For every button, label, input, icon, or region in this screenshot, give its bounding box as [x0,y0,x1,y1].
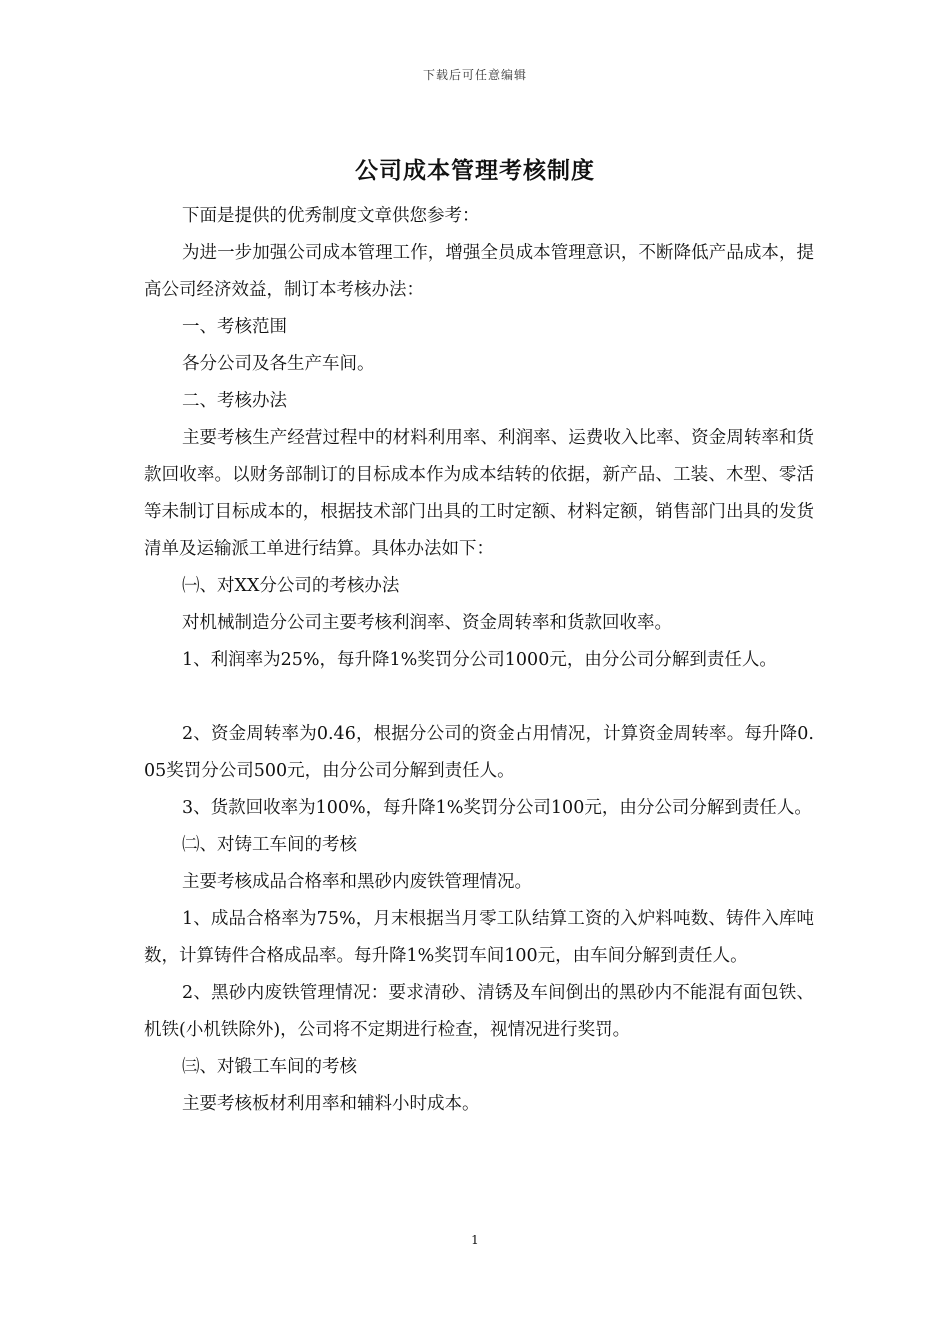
paragraph-methods: 主要考核生产经营过程中的材料利用率、利润率、运费收入比率、资金周转率和货款回收率。以财务部制订的目标成本作为成本结转的依据，新产品、工装、木型、零活等未制订目标成本的，根据技术部门出具的工时定额、材料定额，销售部门出具的发货清单及运输派工单进行结算。具体办法如下： [144,428,814,559]
list-item-profit-rate: 1、利润率为25%，每升降1%奖罚分公司1000元，由分公司分解到责任人。 [182,650,777,670]
subsection-heading-foundry: ㈡、对铸工车间的考核 [182,835,357,855]
list-item-payment-recovery: 3、货款回收率为100%，每升降1%奖罚分公司100元，由分公司分解到责任人。 [182,798,812,818]
subsection-heading-forging: ㈢、对锻工车间的考核 [182,1057,357,1077]
subsection-heading-branch: ㈠、对XX分公司的考核办法 [182,576,400,596]
paragraph-scope: 各分公司及各生产车间。 [182,354,375,374]
header-note: 下载后可任意编辑 [422,68,527,82]
paragraph-intro: 下面是提供的优秀制度文章供您参考： [182,206,480,226]
list-item-scrap-iron: 2、黑砂内废铁管理情况：要求清砂、清锈及车间倒出的黑砂内不能混有面包铁、机铁(小机铁除外)，公司将不定期进行检查，视情况进行奖罚。 [144,983,814,1040]
list-item-yield-rate: 1、成品合格率为75%，月末根据当月零工队结算工资的入炉料吨数、铸件入库吨数，计算铸件合格成品率。每升降1%奖罚车间100元，由车间分解到责任人。 [144,909,814,966]
paragraph-purpose: 为进一步加强公司成本管理工作，增强全员成本管理意识，不断降低产品成本，提高公司经济效益，制订本考核办法： [144,243,814,300]
paragraph-foundry: 主要考核成品合格率和黑砂内废铁管理情况。 [182,872,532,892]
page-number: 1 [471,1233,479,1247]
paragraph-branch: 对机械制造分公司主要考核利润率、资金周转率和货款回收率。 [182,613,672,633]
list-item-capital-turnover: 2、资金周转率为0.46，根据分公司的资金占用情况，计算资金周转率。每升降0.05奖罚分公司500元，由分公司分解到责任人。 [144,724,814,781]
paragraph-forging: 主要考核板材利用率和辅料小时成本。 [182,1094,480,1114]
document-title: 公司成本管理考核制度 [355,157,595,184]
section-heading-scope: 一、考核范围 [182,317,287,337]
document-body [144,198,814,1123]
section-heading-methods: 二、考核办法 [182,391,287,411]
